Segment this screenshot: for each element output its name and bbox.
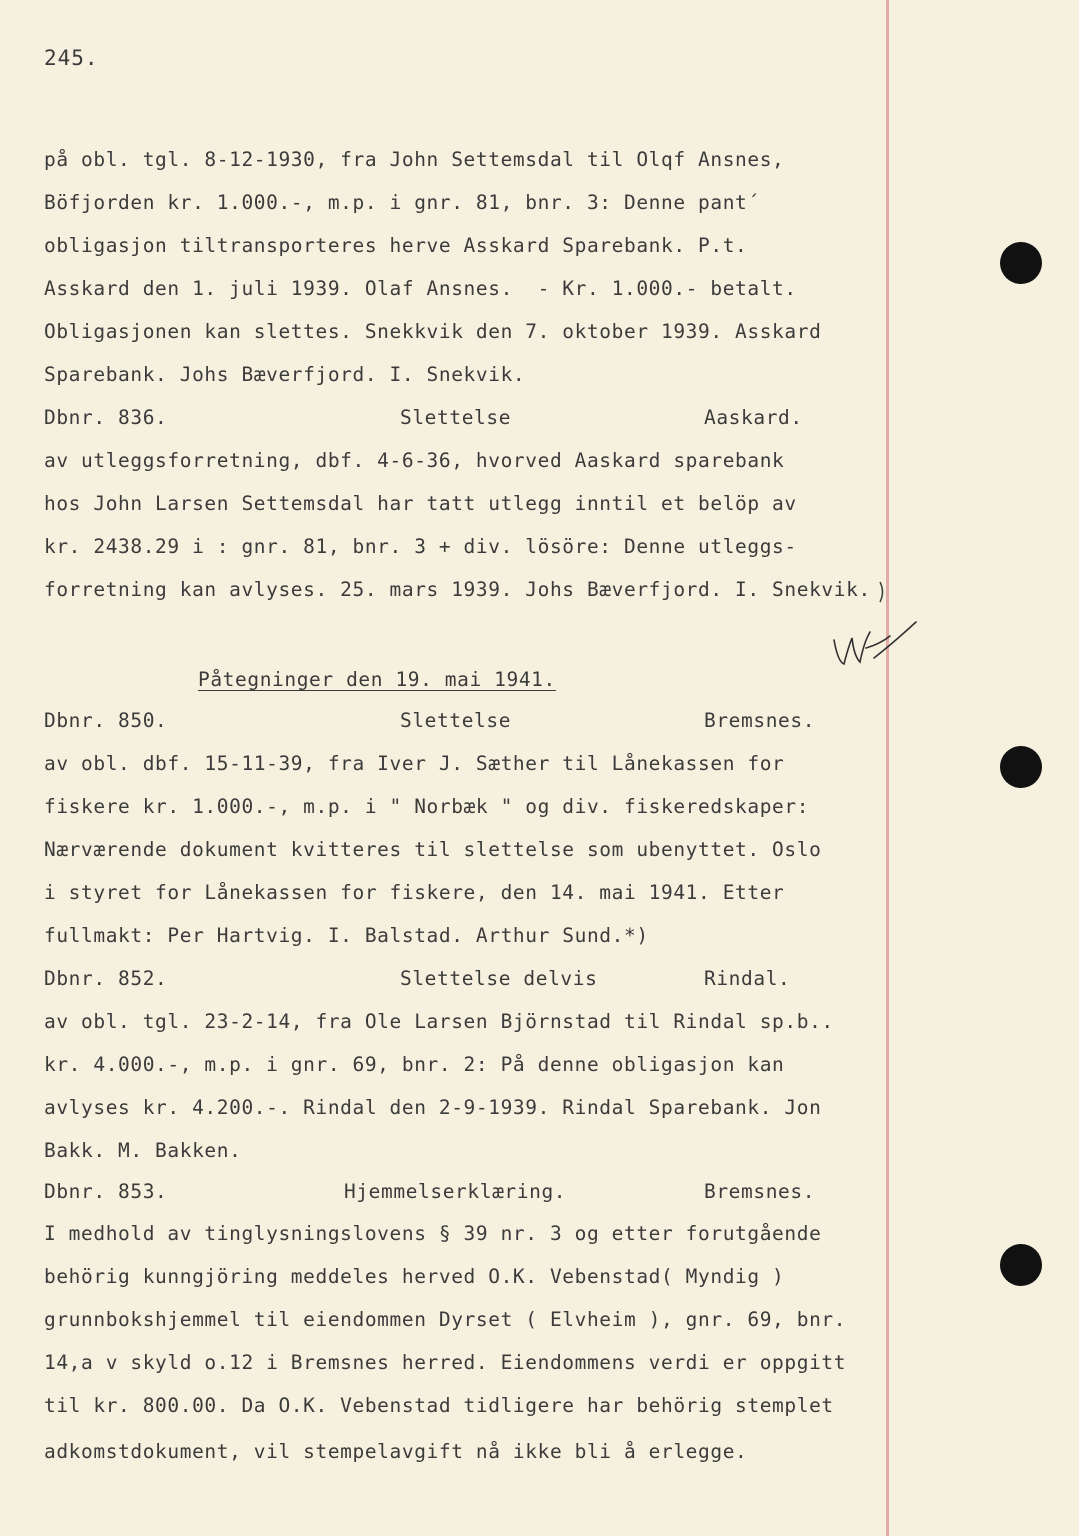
text-line: obligasjon tiltransporteres herve Asskard Sparebank. P.t. bbox=[44, 234, 748, 257]
entry-place: Aaskard. bbox=[704, 406, 803, 429]
text-line: adkomstdokument, vil stempelavgift nå ikke bli å erlegge. bbox=[44, 1440, 748, 1463]
closing-bracket-mark bbox=[878, 580, 886, 604]
page-number: 245. bbox=[44, 46, 99, 70]
entry-number: Dbnr. 836. bbox=[44, 406, 168, 429]
text-line: Nærværende dokument kvitteres til slettelse som ubenyttet. Oslo bbox=[44, 838, 822, 861]
punch-hole-top bbox=[1000, 242, 1042, 284]
entry-place: Bremsnes. bbox=[704, 1180, 816, 1203]
handwritten-initials bbox=[830, 618, 920, 678]
entry-type: Slettelse bbox=[400, 406, 512, 429]
text-line: fullmakt: Per Hartvig. I. Balstad. Arthur Sund.*) bbox=[44, 924, 649, 947]
text-line: forretning kan avlyses. 25. mars 1939. Johs Bæverfjord. I. Snekvik. bbox=[44, 578, 871, 601]
entry-number: Dbnr. 853. bbox=[44, 1180, 168, 1203]
entry-type: Slettelse bbox=[400, 709, 512, 732]
text-line: kr. 4.000.-, m.p. i gnr. 69, bnr. 2: På denne obligasjon kan bbox=[44, 1053, 785, 1076]
text-line: behörig kunngjöring meddeles herved O.K. Vebenstad( Myndig ) bbox=[44, 1265, 785, 1288]
text-line: på obl. tgl. 8-12-1930, fra John Settemsdal til Olqf Ansnes, bbox=[44, 148, 785, 171]
entry-place: Rindal. bbox=[704, 967, 791, 990]
text-line: hos John Larsen Settemsdal har tatt utlegg inntil et belöp av bbox=[44, 492, 797, 515]
entry-number: Dbnr. 852. bbox=[44, 967, 168, 990]
text-line: 14,a v skyld o.12 i Bremsnes herred. Eiendommens verdi er oppgitt bbox=[44, 1351, 847, 1374]
text-line: til kr. 800.00. Da O.K. Vebenstad tidligere har behörig stemplet bbox=[44, 1394, 834, 1417]
text-line: Asskard den 1. juli 1939. Olaf Ansnes. - Kr. 1.000.- betalt. bbox=[44, 277, 797, 300]
entry-number: Dbnr. 850. bbox=[44, 709, 168, 732]
punch-hole-bottom bbox=[1000, 1244, 1042, 1286]
text-line: Böfjorden kr. 1.000.-, m.p. i gnr. 81, bnr. 3: Denne pant´ bbox=[44, 191, 760, 214]
entry-heading-852 bbox=[44, 967, 844, 991]
section-title: Påtegninger den 19. mai 1941. bbox=[198, 668, 556, 691]
text-line: Sparebank. Johs Bæverfjord. I. Snekvik. bbox=[44, 363, 526, 386]
text-line: Bakk. M. Bakken. bbox=[44, 1139, 242, 1162]
entry-heading-853 bbox=[44, 1180, 844, 1204]
text-line: av obl. tgl. 23-2-14, fra Ole Larsen Björnstad til Rindal sp.b.. bbox=[44, 1010, 834, 1033]
punch-hole-middle bbox=[1000, 746, 1042, 788]
text-line: fiskere kr. 1.000.-, m.p. i " Norbæk " og div. fiskeredskaper: bbox=[44, 795, 810, 818]
entry-heading-850 bbox=[44, 709, 844, 733]
text-line: av utleggsforretning, dbf. 4-6-36, hvorved Aaskard sparebank bbox=[44, 449, 785, 472]
text-line: grunnbokshjemmel til eiendommen Dyrset ( Elvheim ), gnr. 69, bnr. bbox=[44, 1308, 847, 1331]
entry-heading-836 bbox=[44, 406, 844, 430]
text-line: i styret for Lånekassen for fiskere, den 14. mai 1941. Etter bbox=[44, 881, 785, 904]
text-line: avlyses kr. 4.200.-. Rindal den 2-9-1939. Rindal Sparebank. Jon bbox=[44, 1096, 822, 1119]
text-line: Obligasjonen kan slettes. Snekkvik den 7. oktober 1939. Asskard bbox=[44, 320, 822, 343]
text-line: kr. 2438.29 i : gnr. 81, bnr. 3 + div. lösöre: Denne utleggs- bbox=[44, 535, 797, 558]
entry-place: Bremsnes. bbox=[704, 709, 816, 732]
entry-type: Hjemmelserklæring. bbox=[344, 1180, 567, 1203]
entry-type: Slettelse delvis bbox=[400, 967, 598, 990]
margin-rule bbox=[886, 0, 889, 1536]
text-line: I medhold av tinglysningslovens § 39 nr. 3 og etter forutgående bbox=[44, 1222, 822, 1245]
text-line: av obl. dbf. 15-11-39, fra Iver J. Sæther til Lånekassen for bbox=[44, 752, 785, 775]
